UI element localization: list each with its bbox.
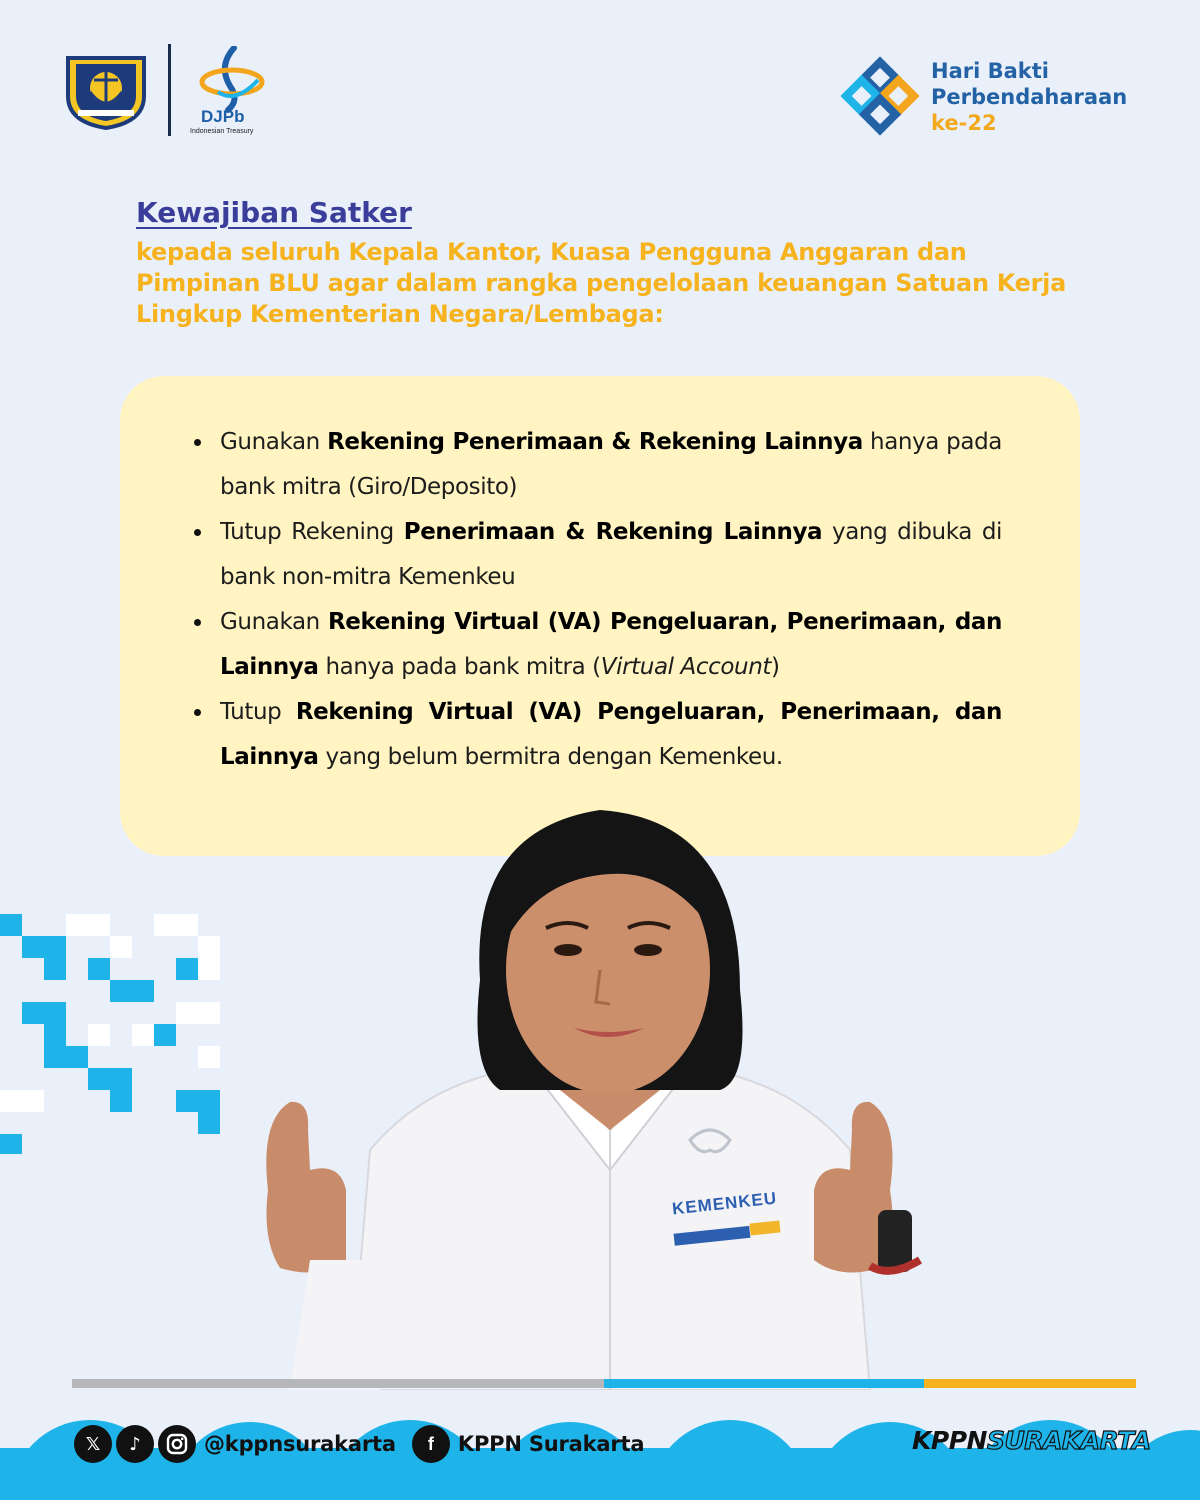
hari-bakti-logo-text xyxy=(931,58,1127,136)
obligations-list xyxy=(190,420,1002,780)
x-icon[interactable]: 𝕏 xyxy=(74,1425,112,1463)
bold-text: Rekening Virtual (VA) Pengeluaran, Penerimaan, dan Lainnya xyxy=(220,609,1002,680)
body-text: Tutup Rekening xyxy=(220,519,404,545)
shirt-logo-text: KEMENKEU xyxy=(671,1188,778,1219)
tiktok-icon[interactable]: ♪ xyxy=(116,1425,154,1463)
body-text: yang dibuka di bank non-mitra Kemenkeu xyxy=(220,519,1003,590)
list-item xyxy=(190,600,1002,690)
bold-text: Rekening Penerimaan & Rekening Lainnya xyxy=(327,429,863,455)
list-item xyxy=(190,690,1002,780)
hari-bakti-line1: Hari Bakti xyxy=(931,59,1049,83)
body-text: yang belum bermitra dengan Kemenkeu. xyxy=(318,744,783,770)
footer-divider-yellow xyxy=(924,1379,1136,1388)
instagram-handle[interactable]: @kppnsurakarta xyxy=(204,1432,396,1456)
page-title: Kewajiban Satker xyxy=(136,196,412,229)
person-photo xyxy=(250,790,970,1390)
list-item xyxy=(190,420,1002,510)
hari-bakti-line2: Perbendaharaan xyxy=(931,85,1128,109)
instagram-icon[interactable] xyxy=(158,1425,196,1463)
body-text: ) xyxy=(771,654,780,680)
italic-text: Virtual Account xyxy=(600,654,772,680)
body-text: hanya pada bank mitra (Giro/Deposito) xyxy=(220,429,1002,500)
footer-divider-gray xyxy=(72,1379,604,1388)
facebook-name[interactable]: KPPN Surakarta xyxy=(457,1432,645,1456)
body-text: Gunakan xyxy=(220,429,328,455)
kemenkeu-emblem-icon xyxy=(64,52,148,130)
brand-outline: SURAKARTA xyxy=(986,1426,1151,1455)
hari-bakti-logo-icon xyxy=(836,52,924,140)
decorative-pattern xyxy=(0,914,240,1154)
bold-text: Penerimaan & Rekening Lainnya xyxy=(403,519,823,545)
djpb-logo-text: DJPb xyxy=(201,107,245,126)
djpb-logo-subtext: Indonesian Treasury xyxy=(190,128,254,135)
body-text: Gunakan xyxy=(220,609,328,635)
bold-text: Rekening Virtual (VA) Pengeluaran, Penerimaan, dan Lainnya xyxy=(220,699,1002,770)
list-item xyxy=(190,510,1002,600)
instagram-glyph-icon xyxy=(166,1433,188,1455)
hari-bakti-line3: ke-22 xyxy=(931,111,997,135)
footer-divider-blue xyxy=(604,1379,924,1388)
body-text: hanya pada bank mitra ( xyxy=(318,654,601,680)
facebook-icon[interactable]: f xyxy=(412,1425,450,1463)
brand-bold: KPPN xyxy=(912,1426,987,1455)
logo-divider xyxy=(168,44,171,136)
social-links xyxy=(74,1424,660,1464)
page-subtitle: kepada seluruh Kepala Kantor, Kuasa Pengguna Anggaran dan Pimpinan BLU agar dalam rangka pengelolaan keuangan Satuan Kerja Lingkup Kementerian Negara/Lembaga: xyxy=(136,238,1066,328)
kppn-brand xyxy=(912,1426,1151,1455)
body-text: Tutup xyxy=(220,699,296,725)
